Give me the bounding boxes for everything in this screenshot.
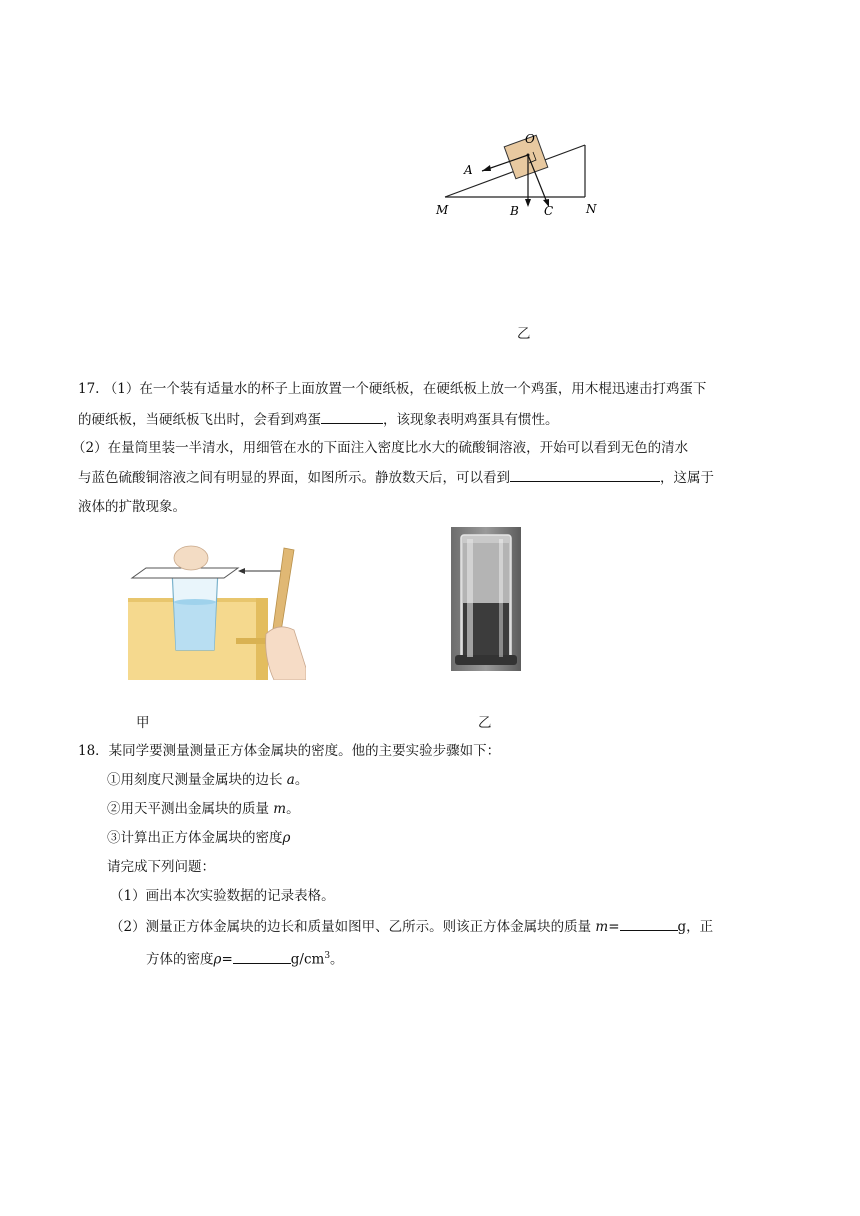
egg-cup-figure <box>128 538 306 680</box>
q18-step1-text: ①用刻度尺测量金属块的边长 <box>107 772 287 788</box>
q18-sub2-eq: = <box>608 919 620 935</box>
q17-p1-text-a: 的硬纸板，当硬纸板飞出时，会看到鸡蛋 <box>78 412 321 428</box>
label-m: M <box>436 203 449 217</box>
answer-blank-egg[interactable] <box>321 409 383 424</box>
q18-step3 <box>107 828 290 848</box>
q18-step1-end: 。 <box>294 772 309 788</box>
q18-prompt: 请完成下列问题： <box>107 859 215 875</box>
q18-sub2-text-a: （2）测量正方体金属块的边长和质量如图甲、乙所示。则该正方体金属块的质量 <box>110 919 596 935</box>
q18-sub2-line1 <box>110 916 713 937</box>
answer-blank-diffusion[interactable] <box>510 467 660 482</box>
q18-sub2-sup: 3 <box>324 951 331 961</box>
q18-sub2-var-rho: ρ <box>213 951 222 968</box>
q18-step2-var: m <box>273 801 287 817</box>
q18-step1-var: a <box>286 772 295 788</box>
q18-step2 <box>107 799 300 819</box>
q17-p1-line1: 17. （1）在一个装有适量水的杯子上面放置一个硬纸板，在硬纸板上放一个鸡蛋，用木棍迅速击打鸡蛋下 <box>78 381 707 397</box>
caption-jia: 甲 <box>136 715 150 731</box>
label-n: N <box>586 202 597 216</box>
answer-blank-mass[interactable] <box>620 916 678 931</box>
label-o: O <box>525 132 535 146</box>
q17-p2-text-a: 与蓝色硫酸铜溶液之间有明显的界面，如图所示。静放数天后，可以看到 <box>78 470 510 486</box>
incline-figure <box>430 125 610 225</box>
answer-blank-density[interactable] <box>233 949 291 964</box>
label-b: B <box>510 204 519 218</box>
label-c: C <box>544 204 554 218</box>
q18-sub2-eq2: = <box>221 951 233 968</box>
q18-step2-text: ②用天平测出金属块的质量 <box>107 801 274 817</box>
q18-step3-text: ③计算出正方体金属块的密度 <box>107 830 283 846</box>
q18-sub2-text-d: 方体的密度 <box>146 951 214 968</box>
label-a: A <box>464 163 473 177</box>
q18-sub2-end: 。 <box>330 951 344 968</box>
q18-sub2-var-m: m <box>595 919 609 935</box>
q17-p2-text-b: ，这属于 <box>660 470 714 486</box>
cylinder-photo <box>451 527 521 671</box>
q18-step3-var: ρ <box>282 830 291 846</box>
figure-top-caption: 乙 <box>517 326 531 342</box>
q18-sub1: （1）画出本次实验数据的记录表格。 <box>110 888 335 904</box>
q17-p2-line3: 液体的扩散现象。 <box>78 499 186 515</box>
q18-intro: 18．某同学要测量测量正方体金属块的密度。他的主要实验步骤如下： <box>78 743 501 759</box>
q18-step1 <box>107 770 308 790</box>
q17-p2-line2 <box>78 467 714 488</box>
caption-yi: 乙 <box>478 715 492 731</box>
q18-sub2-unit: g/cm <box>290 951 325 968</box>
q18-step2-end: 。 <box>286 801 300 817</box>
q18-sub2-line2 <box>146 946 344 970</box>
q18-sub2-unit-g: g，正 <box>677 919 714 935</box>
q17-p2-line1: （2）在量筒里装一半清水，用细管在水的下面注入密度比水大的硫酸铜溶液，开始可以看到无色的清水 <box>72 440 689 456</box>
q17-p1-line2 <box>78 409 559 430</box>
q17-p1-text-b: ，该现象表明鸡蛋具有惯性。 <box>383 412 559 428</box>
